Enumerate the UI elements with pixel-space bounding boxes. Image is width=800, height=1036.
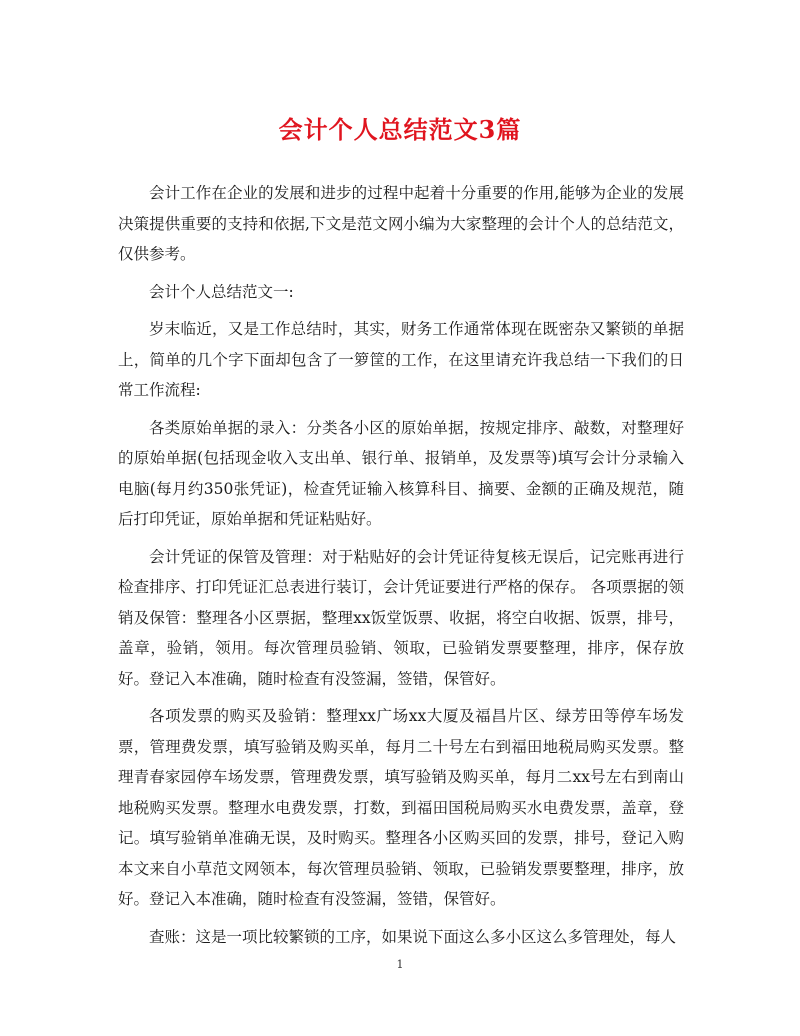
document-body [118, 178, 684, 959]
document-title: 会计个人总结范文3篇 [278, 115, 522, 144]
paragraph: 岁末临近，又是工作总结时，其实，财务工作通常体现在既密杂又繁锁的单据上，简单的几个字下面却包含了一箩筐的工作，在这里请充许我总结一下我们的日常工作流程: [118, 320, 684, 399]
paragraph: 会计凭证的保管及管理：对于粘贴好的会计凭证待复核无误后，记完账再进行检查排序、打印凭证汇总表进行装订，会计凭证要进行严格的保存。 各项票据的领销及保管：整理各小区票据，整理xx饭堂饭票、收据，将空白收据、饭票，排号，盖章，验销，领用。每次管理员验销、领取，已验销发票要整理，排序，保存放好。登记入本准确，随时检查有没签漏，签错，保管好。 [118, 547, 684, 688]
paragraph-intro: 会计工作在企业的发展和进步的过程中起着十分重要的作用,能够为企业的发展决策提供重要的支持和依据,下文是范文网小编为大家整理的会计个人的总结范文，仅供参考。 [118, 184, 684, 263]
paragraph: 各类原始单据的录入：分类各小区的原始单据，按规定排序、敲数，对整理好的原始单据(包括现金收入支出单、银行单、报销单，及发票等)填写会计分录输入电脑(每月约350张凭证)，检查凭证输入核算科目、摘要、金额的正确及规范，随后打印凭证，原始单据和凭证粘贴好。 [118, 418, 684, 528]
section-heading-1: 会计个人总结范文一: [149, 282, 294, 301]
paragraph: 各项发票的购买及验销：整理xx广场xx大厦及福昌片区、绿芳田等停车场发票，管理费发票，填写验销及购买单，每月二十号左右到福田地税局购买发票。整理青春家园停车场发票，管理费发票，填写验销及购买单，每月二xx号左右到南山地税购买发票。整理水电费发票，打数，到福田国税局购买水电费发票，盖章，登记。填写验销单准确无误，及时购买。整理各小区购买回的发票，排号，登记入购本文来自小草范文网领本，每次管理员验销、领取，已验销发票要整理，排序，放好。登记入本准确，随时检查有没签漏，签错，保管好。 [118, 707, 684, 908]
page-number: 1 [396, 958, 404, 971]
paragraph: 查账：这是一项比较繁锁的工序，如果说下面这么多小区这么多管理处，每人 [149, 927, 677, 946]
